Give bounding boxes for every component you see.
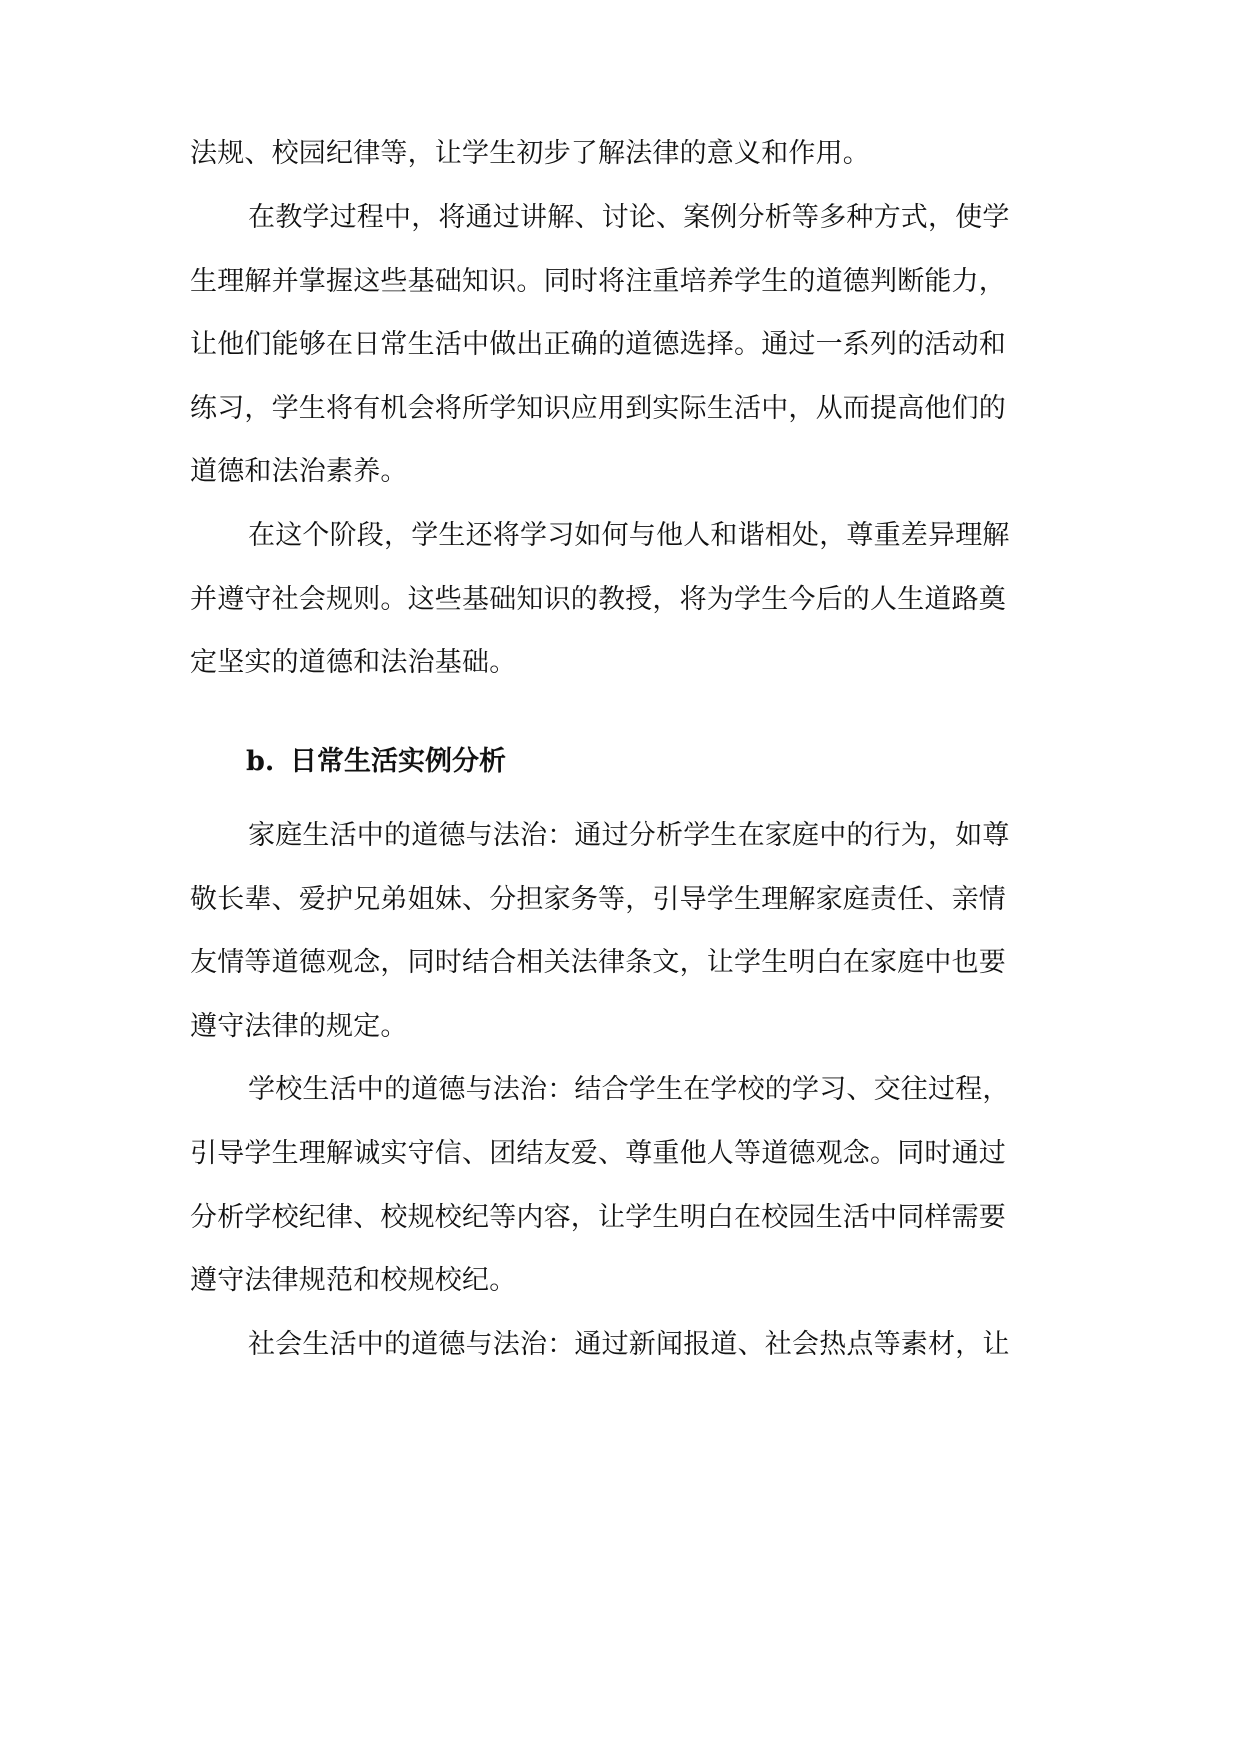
section-heading (246, 744, 506, 780)
paragraph-line: 引导学生理解诚实守信、团结友爱、尊重他人等道德观念。同时通过 (190, 1138, 1006, 1169)
paragraph-line: 敬长辈、爱护兄弟姐妹、分担家务等，引导学生理解家庭责任、亲情 (190, 884, 1006, 915)
paragraph-line: 让他们能够在日常生活中做出正确的道德选择。通过一系列的活动和 (190, 329, 1006, 360)
section-marker: b. (246, 746, 275, 777)
paragraph-line: 道德和法治素养。 (190, 456, 408, 487)
paragraph-line: 练习，学生将有机会将所学知识应用到实际生活中，从而提高他们的 (190, 393, 1006, 424)
section-title: 日常生活实例分析 (290, 746, 506, 777)
paragraph-line: 家庭生活中的道德与法治：通过分析学生在家庭中的行为，如尊 (248, 820, 1010, 851)
paragraph-line: 在这个阶段，学生还将学习如何与他人和谐相处，尊重差异理解 (248, 520, 1010, 551)
paragraph-line: 并遵守社会规则。这些基础知识的教授，将为学生今后的人生道路奠 (190, 584, 1006, 615)
paragraph-line: 遵守法律规范和校规校纪。 (190, 1265, 517, 1296)
paragraph-line: 在教学过程中，将通过讲解、讨论、案例分析等多种方式，使学 (248, 202, 1010, 233)
paragraph-line: 社会生活中的道德与法治：通过新闻报道、社会热点等素材，让 (248, 1329, 1010, 1360)
paragraph-line: 友情等道德观念，同时结合相关法律条文，让学生明白在家庭中也要 (190, 947, 1006, 978)
paragraph-line: 定坚实的道德和法治基础。 (190, 647, 517, 678)
paragraph-line: 生理解并掌握这些基础知识。同时将注重培养学生的道德判断能力， (190, 266, 1006, 297)
paragraph-line: 学校生活中的道德与法治：结合学生在学校的学习、交往过程， (248, 1074, 1010, 1105)
paragraph-line: 法规、校园纪律等，让学生初步了解法律的意义和作用。 (190, 138, 870, 169)
paragraph-line: 遵守法律的规定。 (190, 1011, 408, 1042)
paragraph-line: 分析学校纪律、校规校纪等内容，让学生明白在校园生活中同样需要 (190, 1202, 1006, 1233)
